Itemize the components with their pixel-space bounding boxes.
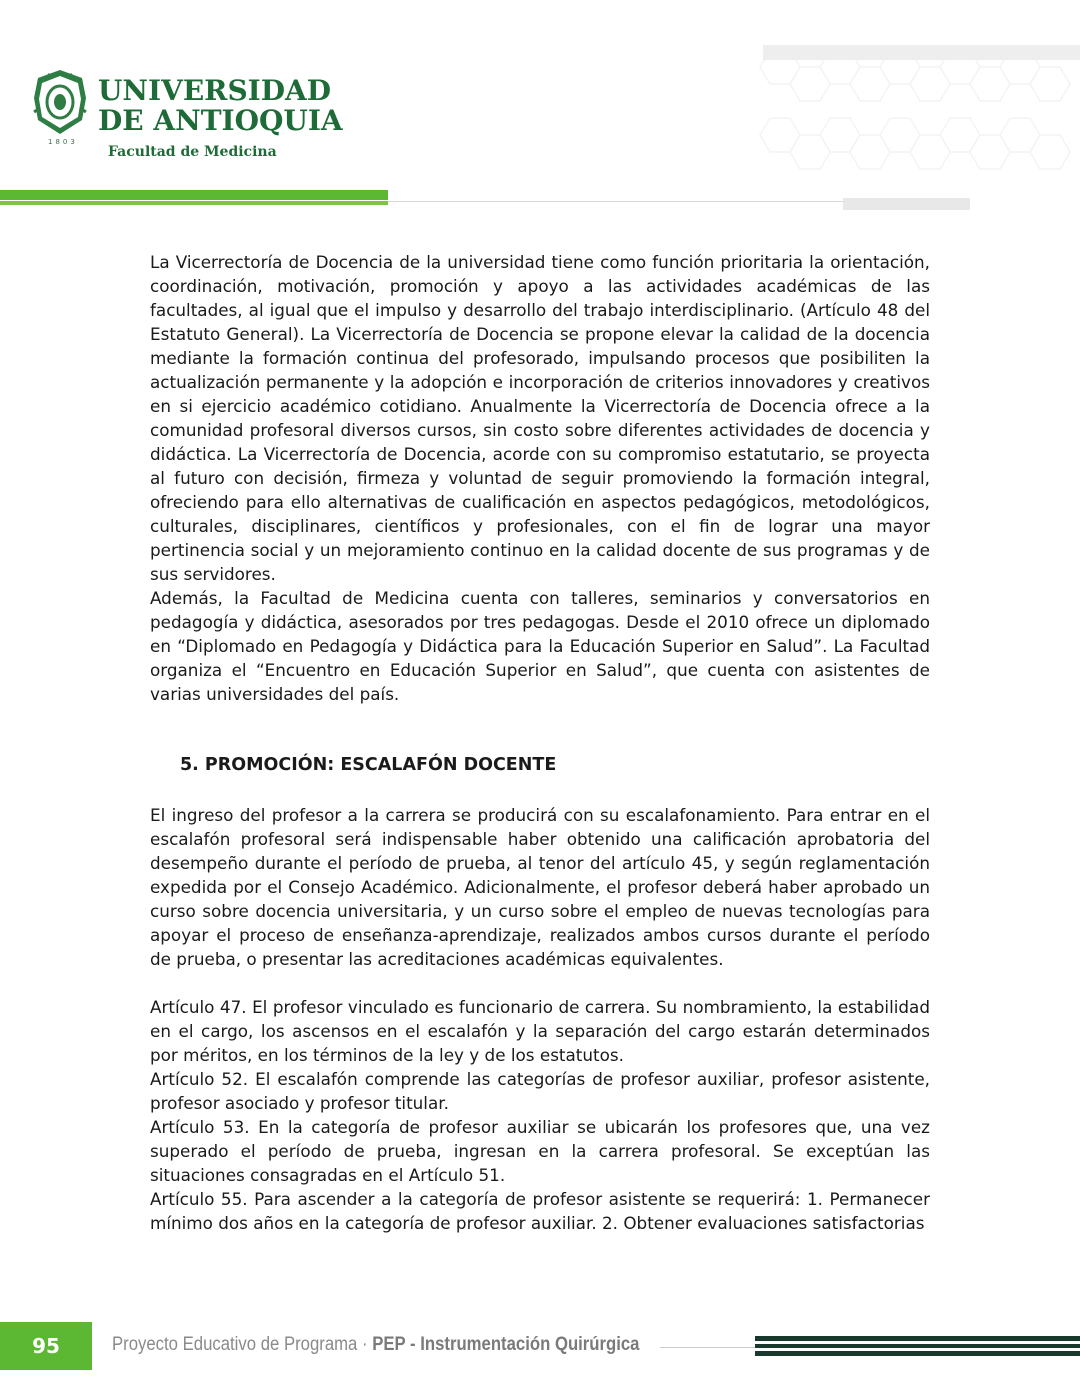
header-gray-accent [843, 198, 970, 210]
paragraph-ingreso: El ingreso del profesor a la carrera se producirá con su escalafonamiento. Para entrar en el escalafón profesoral será indispensable haber obtenido una calificación aprobatoria del desempeño durante el período de prueba, al tenor del artículo 45, y según reglamentación expedida por el Consejo Académico. Adicionalmente, el profesor deberá haber aprobado un curso sobre docencia universitaria, y un curso sobre el empleo de nuevas tecnologías para apoyar el proceso de enseñanza-aprendizaje, realizados ambos cursos durante el período de prueba, o presentar las acreditaciones académicas equivalentes. [150, 805, 930, 969]
section-heading: 5. PROMOCIÓN: ESCALAFÓN DOCENTE [180, 755, 557, 775]
hexagon-pattern [750, 40, 1080, 210]
footer-bar-1 [755, 1336, 1080, 1341]
footer-bar-2 [755, 1344, 1080, 1348]
article-53: Artículo 53. En la categoría de profesor auxiliar se ubicarán los profesores que, una vez superado el período de prueba, ingresan en la carrera profesoral. Se exceptúan las situaciones consagradas en el Artículo 51. [150, 1117, 930, 1185]
header-gray-bar [763, 45, 1080, 60]
paragraph-vicerrectoria: La Vicerrectoría de Docencia de la universidad tiene como función prioritaria la orientación, coordinación, motivación, promoción y apoyo a las actividades académicas de las facultades, al igual que el impulso y desarrollo del trabajo interdisciplinario. (Artículo 48 del Estatuto General). La Vicerrectoría de Docencia se propone elevar la calidad de la docencia mediante la formación continua del profesorado, impulsando procesos que posibiliten la actualización permanente y la adopción e incorporación de criterios innovadores y creativos en si ejercicio académico cotidiano. Anualmente la Vicerrectoría de Docencia ofrece a la comunidad profesoral diversos cursos, sin costo sobre diferentes actividades de docencia y didáctica. La Vicerrectoría de Docencia, acorde con su compromiso estatutario, se proyecta al futuro con decisión, firmeza y voluntad de seguir promoviendo la formación integral, ofreciendo para ello alternativas de cualificación en aspectos pedagógicos, metodológicos, culturales, disciplinares, científicos y profesionales, con el fin de lograr una mayor pertinencia social y un mejoramiento continuo en la calidad docente de sus programas y de sus servidores. [150, 252, 930, 584]
footer-title-prefix: Proyecto Educativo de Programa · [112, 1334, 373, 1355]
article-55: Artículo 55. Para ascender a la categoría de profesor asistente se requerirá: 1. Permanecer mínimo dos años en la categoría de profesor auxiliar. 2. Obtener evaluaciones satisfactorias [150, 1189, 930, 1233]
founded-year: 1803 [48, 138, 78, 146]
university-seal-icon [30, 68, 90, 140]
article-52: Artículo 52. El escalafón comprende las categorías de profesor auxiliar, profesor asistente, profesor asociado y profesor titular. [150, 1069, 930, 1113]
footer-title-bold: PEP - Instrumentación Quirúrgica [372, 1334, 640, 1355]
footer-bar-3 [755, 1351, 1080, 1356]
articles-block [150, 995, 930, 1235]
university-name-line1: UNIVERSIDAD [98, 74, 332, 107]
article-47: Artículo 47. El profesor vinculado es funcionario de carrera. Su nombramiento, la estabilidad en el cargo, los ascensos en el escalafón y la separación del cargo estarán determinados por méritos, en los términos de la ley y de los estatutos. [150, 997, 930, 1065]
footer-divider [660, 1347, 755, 1348]
header-divider [388, 201, 843, 202]
university-name-line2: DE ANTIOQUIA [98, 104, 343, 137]
header-green-stripe-light [0, 201, 388, 205]
header-green-stripe [0, 190, 388, 200]
page-number: 95 [32, 1334, 60, 1358]
paragraph-facultad: Además, la Facultad de Medicina cuenta con talleres, seminarios y conversatorios en pedagogía y didáctica, asesorados por tres pedagogas. Desde el 2010 ofrece un diplomado en “Diplomado en Pedagogía y Didáctica para la Educación Superior en Salud”. La Facultad organiza el “Encuentro en Educación Superior en Salud”, que cuenta con asistentes de varias universidades del país. [150, 588, 930, 704]
university-logo [30, 68, 360, 178]
footer-bars [755, 1336, 1080, 1356]
faculty-name: Facultad de Medicina [108, 144, 277, 160]
footer-title [112, 1334, 639, 1356]
